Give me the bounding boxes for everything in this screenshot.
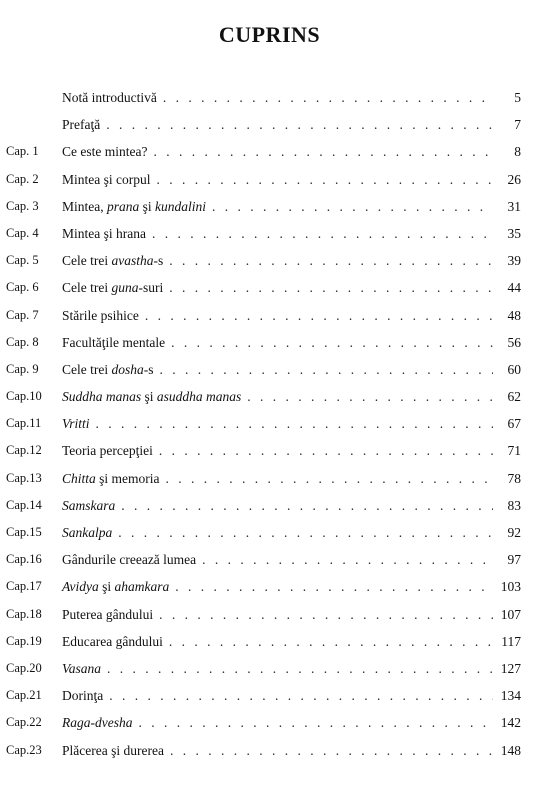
toc-row [0,410,539,437]
chapter-number: Cap. 7 [6,307,39,322]
chapter-title: Dorinţa [62,688,104,704]
toc-row [0,465,539,492]
toc-row [0,546,539,573]
toc-entry [62,410,521,437]
toc-row [0,84,539,111]
page-number: 107 [500,606,521,622]
chapter-number: Cap.16 [6,552,42,567]
chapter-number: Cap.12 [6,443,42,458]
chapter-number: Cap. 6 [6,280,39,295]
page-number: 67 [507,416,521,432]
page-number: 97 [507,552,521,568]
dot-leader [163,84,493,111]
dot-leader [145,302,493,329]
toc-row [0,682,539,709]
chapter-number: Cap.14 [6,497,42,512]
chapter-title: Plăcerea şi durerea [62,742,164,758]
toc-row [0,437,539,464]
toc-row [0,709,539,736]
chapter-title: Mintea, prana şi kundalini [62,198,207,214]
toc-entry [62,546,521,573]
chapter-title: Raga-dvesha [62,715,133,731]
toc-entry [62,193,521,220]
page-number: 142 [500,715,521,731]
chapter-title: Vritti [62,416,90,432]
chapter-title: Suddha manas şi asuddha manas [62,389,242,405]
table-of-contents [0,84,539,764]
toc-entry [62,220,521,247]
chapter-title: Educarea gândului [62,633,163,649]
dot-leader [212,193,493,220]
toc-entry [62,84,521,111]
chapter-title: Stările psihice [62,307,139,323]
toc-row [0,302,539,329]
dot-leader [247,383,493,410]
chapter-title: Puterea gândului [62,606,154,622]
chapter-title: Gândurile creează lumea [62,552,197,568]
toc-entry [62,356,521,383]
chapter-title: Cele trei guna-suri [62,280,164,296]
page-number: 31 [507,198,521,214]
chapter-number: Cap.23 [6,742,42,757]
page-number: 148 [500,742,521,758]
page-number: 103 [500,579,521,595]
toc-row [0,737,539,764]
chapter-number: Cap.15 [6,525,42,539]
toc-entry [62,737,521,764]
toc-row [0,220,539,247]
chapter-title: Notă introductivă [62,90,157,105]
page-number: 60 [507,361,521,377]
toc-row [0,573,539,600]
page-number: 44 [507,280,521,296]
page-number: 7 [514,117,521,133]
toc-row [0,111,539,138]
page-number: 8 [514,144,521,160]
chapter-title: Mintea şi hrana [62,225,146,241]
dot-leader [153,138,493,165]
toc-entry [62,492,521,519]
toc-row [0,193,539,220]
toc-entry [62,682,521,709]
chapter-number: Cap.20 [6,660,42,675]
toc-entry [62,247,521,274]
page-number: 78 [507,470,521,486]
dot-leader [175,573,493,600]
dot-leader [159,601,493,628]
toc-entry [62,329,521,356]
page-number: 71 [507,443,521,459]
dot-leader [169,628,493,655]
page-number: 35 [507,225,521,241]
chapter-number: Cap.11 [6,416,42,431]
chapter-number: Cap. 3 [6,198,39,213]
chapter-title: Chitta şi memoria [62,470,160,486]
dot-leader [156,166,493,193]
chapter-title: Cele trei avastha-s [62,253,164,269]
page-number: 56 [507,334,521,350]
chapter-title: Samskara [62,497,116,513]
toc-entry [62,138,521,165]
page-title: CUPRINS [218,22,321,47]
chapter-title: Vasana [62,660,102,676]
toc-row [0,247,539,274]
toc-entry [62,601,521,628]
page-number: 5 [514,90,521,105]
toc-row [0,356,539,383]
chapter-title: Cele trei dosha-s [62,361,154,377]
chapter-number: Cap.17 [6,579,42,594]
toc-row [0,274,539,301]
chapter-title: Facultăţile mentale [62,334,166,350]
toc-row [0,138,539,165]
dot-leader [109,682,493,709]
chapter-number: Cap.22 [6,715,42,730]
dot-leader [138,709,493,736]
chapter-title: Mintea şi corpul [62,171,151,187]
dot-leader [107,655,493,682]
chapter-title: Teoria percepţiei [62,443,153,459]
toc-entry [62,573,521,600]
toc-entry [62,655,521,682]
toc-row [0,329,539,356]
page-number: 26 [507,171,521,187]
toc-row [0,601,539,628]
toc-entry [62,274,521,301]
toc-row [0,383,539,410]
chapter-number: Cap.21 [6,688,42,703]
dot-leader [121,492,493,519]
dot-leader [96,410,493,437]
toc-row [0,492,539,519]
chapter-number: Cap. 8 [6,334,39,349]
chapter-number: Cap.18 [6,606,42,621]
page-number: 48 [507,307,521,323]
dot-leader [171,329,493,356]
chapter-number: Cap. 2 [6,171,39,186]
chapter-number: Cap. 9 [6,361,39,376]
page-number: 117 [501,633,521,649]
page-number: 62 [507,389,521,405]
dot-leader [106,111,493,138]
toc-entry [62,628,521,655]
dot-leader [170,737,493,764]
page-number: 83 [507,497,521,513]
toc-entry [62,111,521,138]
toc-row [0,166,539,193]
chapter-number: Cap. 5 [6,253,39,268]
page-number: 134 [500,688,521,704]
toc-entry [62,519,521,546]
dot-leader [118,519,493,546]
dot-leader [160,356,494,383]
dot-leader [166,465,493,492]
page-number: 127 [500,660,521,676]
toc-row [0,519,539,546]
dot-leader [169,274,493,301]
chapter-number: Cap. 4 [6,225,39,240]
page-number: 92 [507,525,521,540]
page-number: 39 [507,253,521,269]
dot-leader [159,437,493,464]
toc-row [0,655,539,682]
dot-leader [152,220,493,247]
toc-entry [62,302,521,329]
dot-leader [202,546,493,573]
toc-entry [62,166,521,193]
chapter-number: Cap.10 [6,389,42,404]
chapter-title: Ce este mintea? [62,144,148,160]
chapter-title: Avidya şi ahamkara [62,579,170,595]
dot-leader [169,247,493,274]
toc-entry [62,709,521,736]
toc-entry [62,465,521,492]
chapter-number: Cap.19 [6,633,42,648]
chapter-title: Prefaţă [62,117,101,133]
chapter-number: Cap. 1 [6,144,39,159]
chapter-title: Sankalpa [62,525,113,540]
toc-entry [62,383,521,410]
chapter-number: Cap.13 [6,470,42,485]
toc-row [0,628,539,655]
toc-entry [62,437,521,464]
